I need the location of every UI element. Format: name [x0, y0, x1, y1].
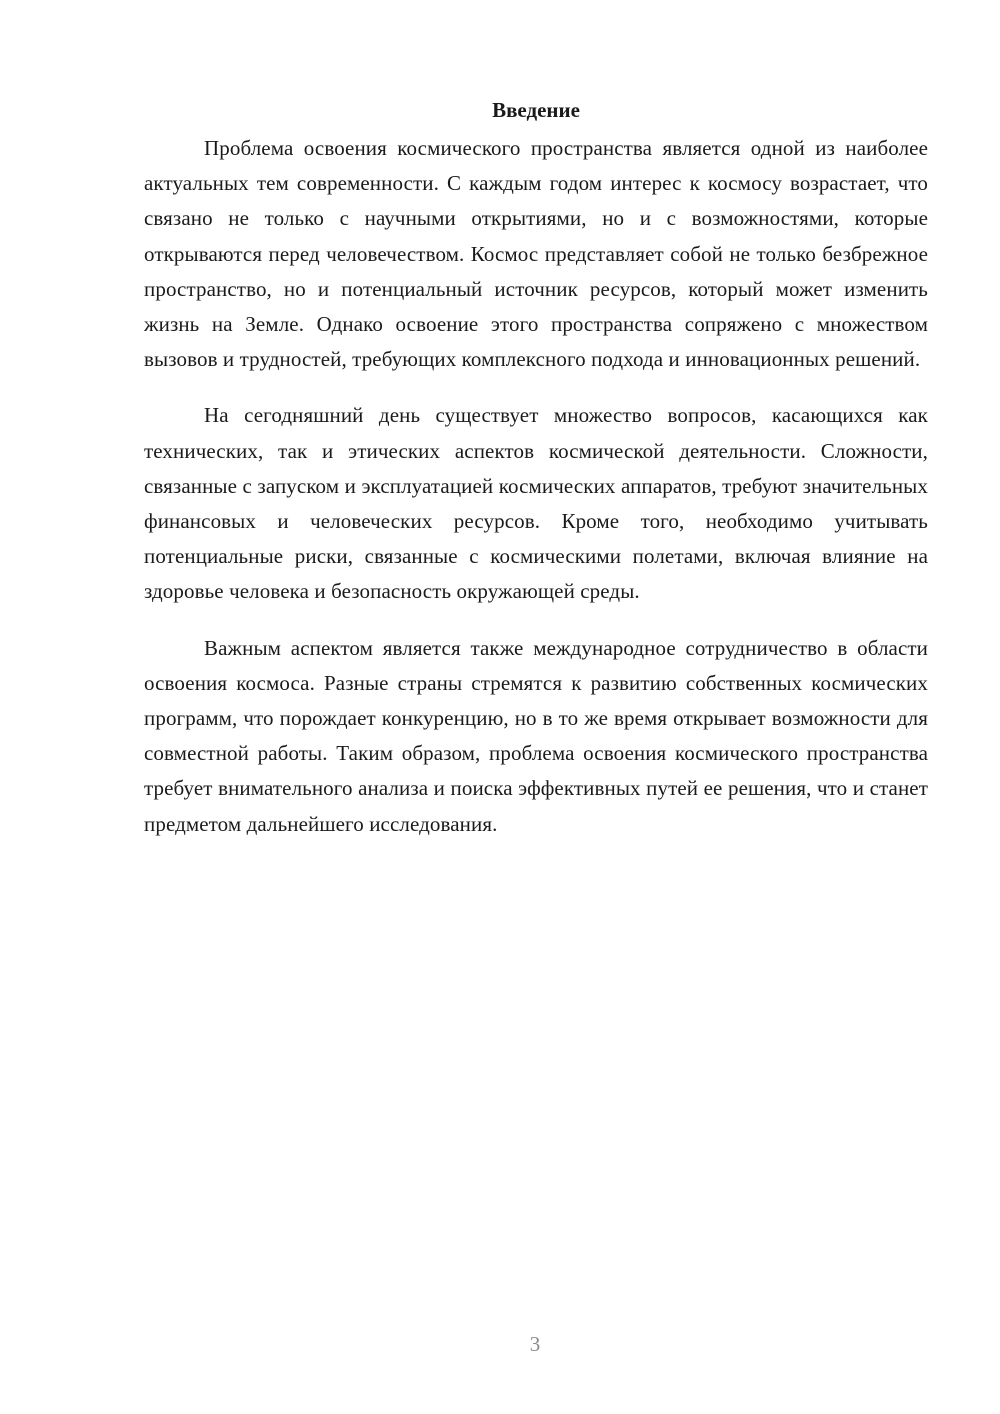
- page-content: [144, 92, 928, 863]
- paragraph-1: Проблема освоения космического пространства является одной из наиболее актуальных тем современности. С каждым годом интерес к космосу возрастает, что связано не только с научными открытиями, но и с возможностями, которые открываются перед человечеством. Космос представляет собой не только безбрежное пространство, но и потенциальный источник ресурсов, который может изменить жизнь на Земле. Однако освоение этого пространства сопряжено с множеством вызовов и трудностей, требующих комплексного подхода и инновационных решений.: [144, 136, 928, 372]
- section-heading: Введение: [492, 98, 580, 122]
- paragraph-2: На сегодняшний день существует множество вопросов, касающихся как технических, так и этических аспектов космической деятельности. Сложности, связанные с запуском и эксплуатацией космических аппаратов, требуют значительных финансовых и человеческих ресурсов. Кроме того, необходимо учитывать потенциальные риски, связанные с космическими полетами, включая влияние на здоровье человека и безопасность окружающей среды.: [144, 403, 928, 604]
- paragraph-3: Важным аспектом является также международное сотрудничество в области освоения космоса. Разные страны стремятся к развитию собственных космических программ, что порождает конкуренцию, но в то же время открывает возможности для совместной работы. Таким образом, проблема освоения космического пространства требует внимательного анализа и поиска эффективных путей ее решения, что и станет предметом дальнейшего исследования.: [144, 635, 928, 836]
- page-number: 3: [529, 1332, 541, 1356]
